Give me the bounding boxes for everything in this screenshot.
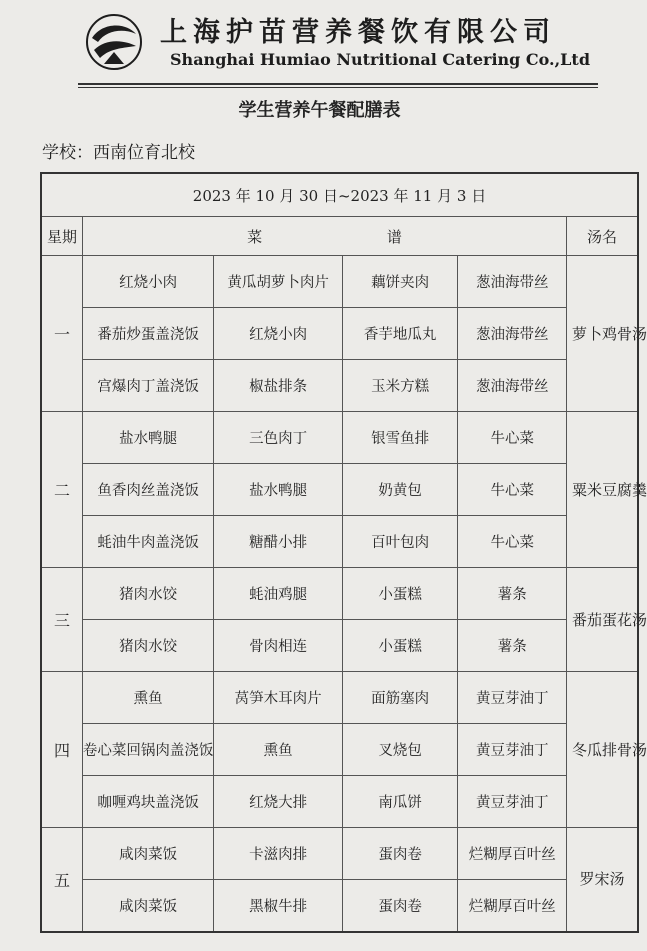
dish-cell: 红烧小肉 bbox=[82, 256, 214, 308]
column-header-soup: 汤名 bbox=[567, 217, 638, 256]
dish-cell: 银雪鱼排 bbox=[342, 412, 457, 464]
dish-cell: 牛心菜 bbox=[458, 516, 567, 568]
soup-name: 粟米豆腐羹 bbox=[572, 480, 647, 499]
dish-cell: 盐水鸭腿 bbox=[214, 464, 342, 516]
dish-cell: 咸肉菜饭 bbox=[82, 828, 214, 880]
soup-cell bbox=[567, 256, 647, 412]
document-title: 学生营养午餐配膳表 bbox=[238, 100, 401, 121]
soup-name: 萝卜鸡骨汤 bbox=[572, 324, 647, 343]
company-name-en: Shanghai Humiao Nutritional Catering Co.,Ltd bbox=[170, 50, 590, 69]
weekday-cell: 三 bbox=[41, 568, 82, 672]
dish-cell: 小蛋糕 bbox=[342, 568, 457, 620]
dish-cell: 咸肉菜饭 bbox=[82, 880, 214, 932]
dish-cell: 糖醋小排 bbox=[214, 516, 342, 568]
dish-cell: 咖喱鸡块盖浇饭 bbox=[82, 776, 214, 828]
dish-cell: 烂糊厚百叶丝 bbox=[458, 880, 567, 932]
weekday-cell: 一 bbox=[41, 256, 82, 412]
dish-cell: 蚝油鸡腿 bbox=[214, 568, 342, 620]
company-name-cn: 上海护苗营养餐饮有限公司 bbox=[160, 17, 556, 48]
divider bbox=[78, 87, 598, 88]
weekday-cell: 二 bbox=[41, 412, 82, 568]
dish-cell: 莴笋木耳肉片 bbox=[214, 672, 342, 724]
table-row bbox=[41, 516, 638, 568]
dish-cell: 红烧小肉 bbox=[214, 308, 342, 360]
dish-cell: 黄豆芽油丁 bbox=[458, 724, 567, 776]
dish-cell: 番茄炒蛋盖浇饭 bbox=[82, 308, 214, 360]
dish-cell: 叉烧包 bbox=[342, 724, 457, 776]
soup-cell bbox=[567, 412, 647, 568]
dish-cell: 黑椒牛排 bbox=[214, 880, 342, 932]
dish-cell: 葱油海带丝 bbox=[458, 308, 567, 360]
table-row bbox=[41, 568, 638, 620]
menu-body bbox=[41, 256, 647, 932]
dish-cell: 牛心菜 bbox=[458, 464, 567, 516]
dish-cell: 南瓜饼 bbox=[342, 776, 457, 828]
dish-cell: 蛋肉卷 bbox=[342, 880, 457, 932]
column-header-weekday: 星期 bbox=[41, 217, 82, 256]
table-row bbox=[41, 256, 638, 308]
dish-cell: 猪肉水饺 bbox=[82, 568, 214, 620]
table-row bbox=[41, 308, 638, 360]
dish-cell: 百叶包肉 bbox=[342, 516, 457, 568]
dish-cell: 宫爆肉丁盖浇饭 bbox=[82, 360, 214, 412]
dish-cell: 红烧大排 bbox=[214, 776, 342, 828]
dish-cell: 薯条 bbox=[458, 568, 567, 620]
table-row bbox=[41, 412, 638, 464]
soup-cell bbox=[567, 672, 647, 828]
divider bbox=[78, 83, 598, 85]
table-row bbox=[41, 360, 638, 412]
table-row bbox=[41, 620, 638, 672]
dish-cell: 藕饼夹肉 bbox=[342, 256, 457, 308]
dish-cell: 熏鱼 bbox=[214, 724, 342, 776]
dish-cell: 熏鱼 bbox=[82, 672, 214, 724]
soup-name: 番茄蛋花汤 bbox=[572, 610, 647, 629]
weekday-cell: 五 bbox=[41, 828, 82, 932]
date-range: 2023 年 10 月 30 日~2023 年 11 月 3 日 bbox=[41, 173, 638, 217]
dish-cell: 骨肉相连 bbox=[214, 620, 342, 672]
company-logo-icon bbox=[80, 12, 150, 74]
dish-cell: 烂糊厚百叶丝 bbox=[458, 828, 567, 880]
dish-cell: 葱油海带丝 bbox=[458, 256, 567, 308]
soup-cell bbox=[567, 828, 638, 932]
dish-cell: 玉米方糕 bbox=[342, 360, 457, 412]
dish-cell: 奶黄包 bbox=[342, 464, 457, 516]
table-row bbox=[41, 776, 638, 828]
table-row bbox=[41, 880, 638, 932]
dish-cell: 鱼香肉丝盖浇饭 bbox=[82, 464, 214, 516]
dish-cell: 卡滋肉排 bbox=[214, 828, 342, 880]
dish-cell: 椒盐排条 bbox=[214, 360, 342, 412]
school-name: 学校：西南位育北校 bbox=[42, 143, 195, 163]
dish-cell: 黄豆芽油丁 bbox=[458, 776, 567, 828]
dish-cell: 黄豆芽油丁 bbox=[458, 672, 567, 724]
dish-cell: 猪肉水饺 bbox=[82, 620, 214, 672]
dish-cell: 葱油海带丝 bbox=[458, 360, 567, 412]
dish-cell: 面筋塞肉 bbox=[342, 672, 457, 724]
letterhead bbox=[0, 0, 639, 90]
dish-cell: 小蛋糕 bbox=[342, 620, 457, 672]
column-header-dishes: 菜 谱 bbox=[82, 217, 566, 256]
table-row bbox=[41, 828, 638, 880]
dish-cell: 薯条 bbox=[458, 620, 567, 672]
table-row bbox=[41, 672, 638, 724]
dish-cell: 蚝油牛肉盖浇饭 bbox=[82, 516, 214, 568]
dish-cell: 卷心菜回锅肉盖浇饭 bbox=[82, 724, 214, 776]
soup-name: 冬瓜排骨汤 bbox=[572, 740, 647, 759]
table-row bbox=[41, 724, 638, 776]
dish-cell: 三色肉丁 bbox=[214, 412, 342, 464]
table-row bbox=[41, 464, 638, 516]
dish-cell: 盐水鸭腿 bbox=[82, 412, 214, 464]
soup-name: 罗宋汤 bbox=[579, 870, 625, 889]
weekday-cell: 四 bbox=[41, 672, 82, 828]
dish-cell: 香芋地瓜丸 bbox=[342, 308, 457, 360]
dish-cell: 蛋肉卷 bbox=[342, 828, 457, 880]
menu-table bbox=[40, 172, 647, 933]
dish-cell: 黄瓜胡萝卜肉片 bbox=[214, 256, 342, 308]
dish-cell: 牛心菜 bbox=[458, 412, 567, 464]
soup-cell bbox=[567, 568, 647, 672]
